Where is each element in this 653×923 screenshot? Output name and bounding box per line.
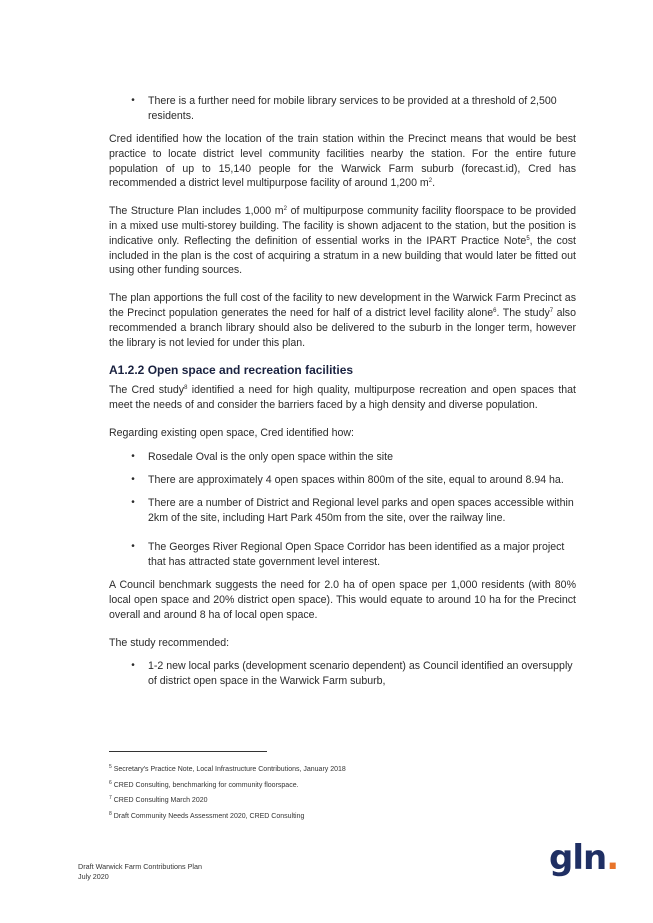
section-heading: A1.2.2 Open space and recreation facilities — [109, 363, 354, 378]
footnotes — [109, 765, 569, 827]
footnote-text: CRED Consulting March 2020 — [113, 797, 208, 804]
bullet-icon: • — [131, 450, 135, 462]
existing-open-space-list — [109, 450, 576, 570]
paragraph-text: of multipurpose community facility floorspace to be provided in a mixed use multi-storey building. The facility is shown adjacent to the station, but the position is indicative only. Reflecting the definition of essential works in the IPART Practice Note — [109, 205, 577, 247]
footnote-ref-7: 7 — [549, 308, 554, 315]
paragraph-text: . The study — [496, 307, 550, 320]
footnote-text: Draft Community Needs Assessment 2020, CRED Consulting — [113, 812, 305, 820]
bullet-text: 1-2 new local parks (development scenario dependent) as Council identified an oversupply of district open space in the Warwick Farm suburb, — [148, 660, 573, 688]
bullet-text: There are a number of District and Regional level parks and open spaces accessible within 2km of the site, including Hart Park 450m from the site, over the railway line. — [148, 497, 574, 525]
paragraph-text: , the cost included in the plan is the cost of acquiring a stratum in a new building that would later be fitted out using other funding sources. — [109, 234, 576, 277]
bullet-icon: • — [131, 497, 135, 509]
intro-bullet-list — [109, 94, 576, 124]
paragraph-text: also recommended a branch library should also be delivered to the suburb in the longer term, however the library is not levied for under this plan. — [109, 307, 577, 349]
recommended-list — [109, 659, 576, 689]
paragraph-district-facility — [109, 132, 576, 191]
bullet-icon: • — [131, 660, 135, 672]
paragraph-end: . — [432, 177, 436, 190]
bullet-icon: • — [131, 541, 135, 553]
paragraph-apportionment — [109, 291, 576, 350]
paragraph-existing-intro: Regarding existing open space, Cred identified how: — [109, 427, 354, 440]
footnote-text: Secretary's Practice Note, Local Infrastructure Contributions, January 2018 — [113, 766, 346, 773]
superscript: 2 — [283, 206, 287, 213]
footnote-number: 6 — [109, 779, 112, 786]
paragraph-text: The Structure Plan includes 1,000 m — [109, 205, 284, 218]
footnote-6 — [109, 781, 569, 790]
paragraph-cred-study — [109, 383, 576, 413]
list-item — [109, 496, 576, 526]
bullet-text: There is a further need for mobile library services to be provided at a threshold of 2,500 residents. — [148, 95, 557, 122]
logo-dot: . — [606, 838, 619, 878]
footnote-ref-5: 5 — [526, 235, 530, 242]
footnote-8 — [109, 812, 569, 821]
paragraph-structure-plan — [109, 204, 576, 278]
paragraph-text: identified a need for high quality, multipurpose recreation and open spaces that meet the needs of and consider the barriers faced by a high density and diverse population. — [109, 384, 576, 412]
footnote-text: CRED Consulting, benchmarking for community floorspace. — [113, 781, 299, 789]
list-item — [109, 94, 576, 124]
paragraph-text: The plan apportions the full cost of the facility to new development in the Warwick Farm Precinct as the Precinct population generates the need for half of a district level facility alone — [109, 292, 576, 320]
list-item — [109, 473, 576, 488]
footnote-7 — [109, 796, 569, 805]
footnote-number: 5 — [109, 764, 112, 770]
footnote-divider — [109, 751, 267, 752]
bullet-icon: • — [131, 474, 135, 486]
paragraph-council-benchmark: A Council benchmark suggests the need for 2.0 ha of open space per 1,000 residents (with 80% local open space and 20% district open space). This would equate to around 10 ha for the Precinct overall and around 8 ha of local open space. — [109, 579, 576, 621]
bullet-text: There are approximately 4 open spaces within 800m of the site, equal to around 8.94 ha. — [148, 474, 564, 487]
footnote-5 — [109, 765, 569, 774]
footnote-number: 8 — [109, 810, 112, 817]
bullet-icon: • — [131, 95, 135, 106]
superscript: 2 — [428, 178, 433, 185]
paragraph-recommended-intro: The study recommended: — [109, 636, 230, 649]
bullet-text: Rosedale Oval is the only open space within the site — [148, 450, 393, 463]
logo-text: gln — [549, 838, 607, 878]
page-footer — [78, 862, 202, 881]
bullet-text: The Georges River Regional Open Space Corridor has been identified as a major project that has attracted state government level interest. — [148, 541, 565, 568]
footnote-number: 7 — [109, 795, 112, 801]
list-item — [109, 659, 576, 689]
gln-logo — [549, 838, 618, 878]
list-item — [109, 450, 576, 465]
list-item — [109, 540, 576, 570]
body-content — [109, 94, 576, 697]
footnote-ref-8: 8 — [184, 385, 188, 392]
footnote-ref-6: 6 — [493, 308, 497, 315]
footer-title: Draft Warwick Farm Contributions Plan — [78, 862, 202, 871]
paragraph-text: The Cred study — [109, 384, 185, 397]
paragraph-text: Cred identified how the location of the train station within the Precinct means that would be best practice to locate district level community facilities nearby the station. For the entire future population of up to 15,140 people for the Warwick Farm suburb (forecast.id), Cred has recommended a district level multipurpose facility of around 1,200 m — [109, 133, 576, 190]
footer-date: July 2020 — [78, 871, 109, 881]
